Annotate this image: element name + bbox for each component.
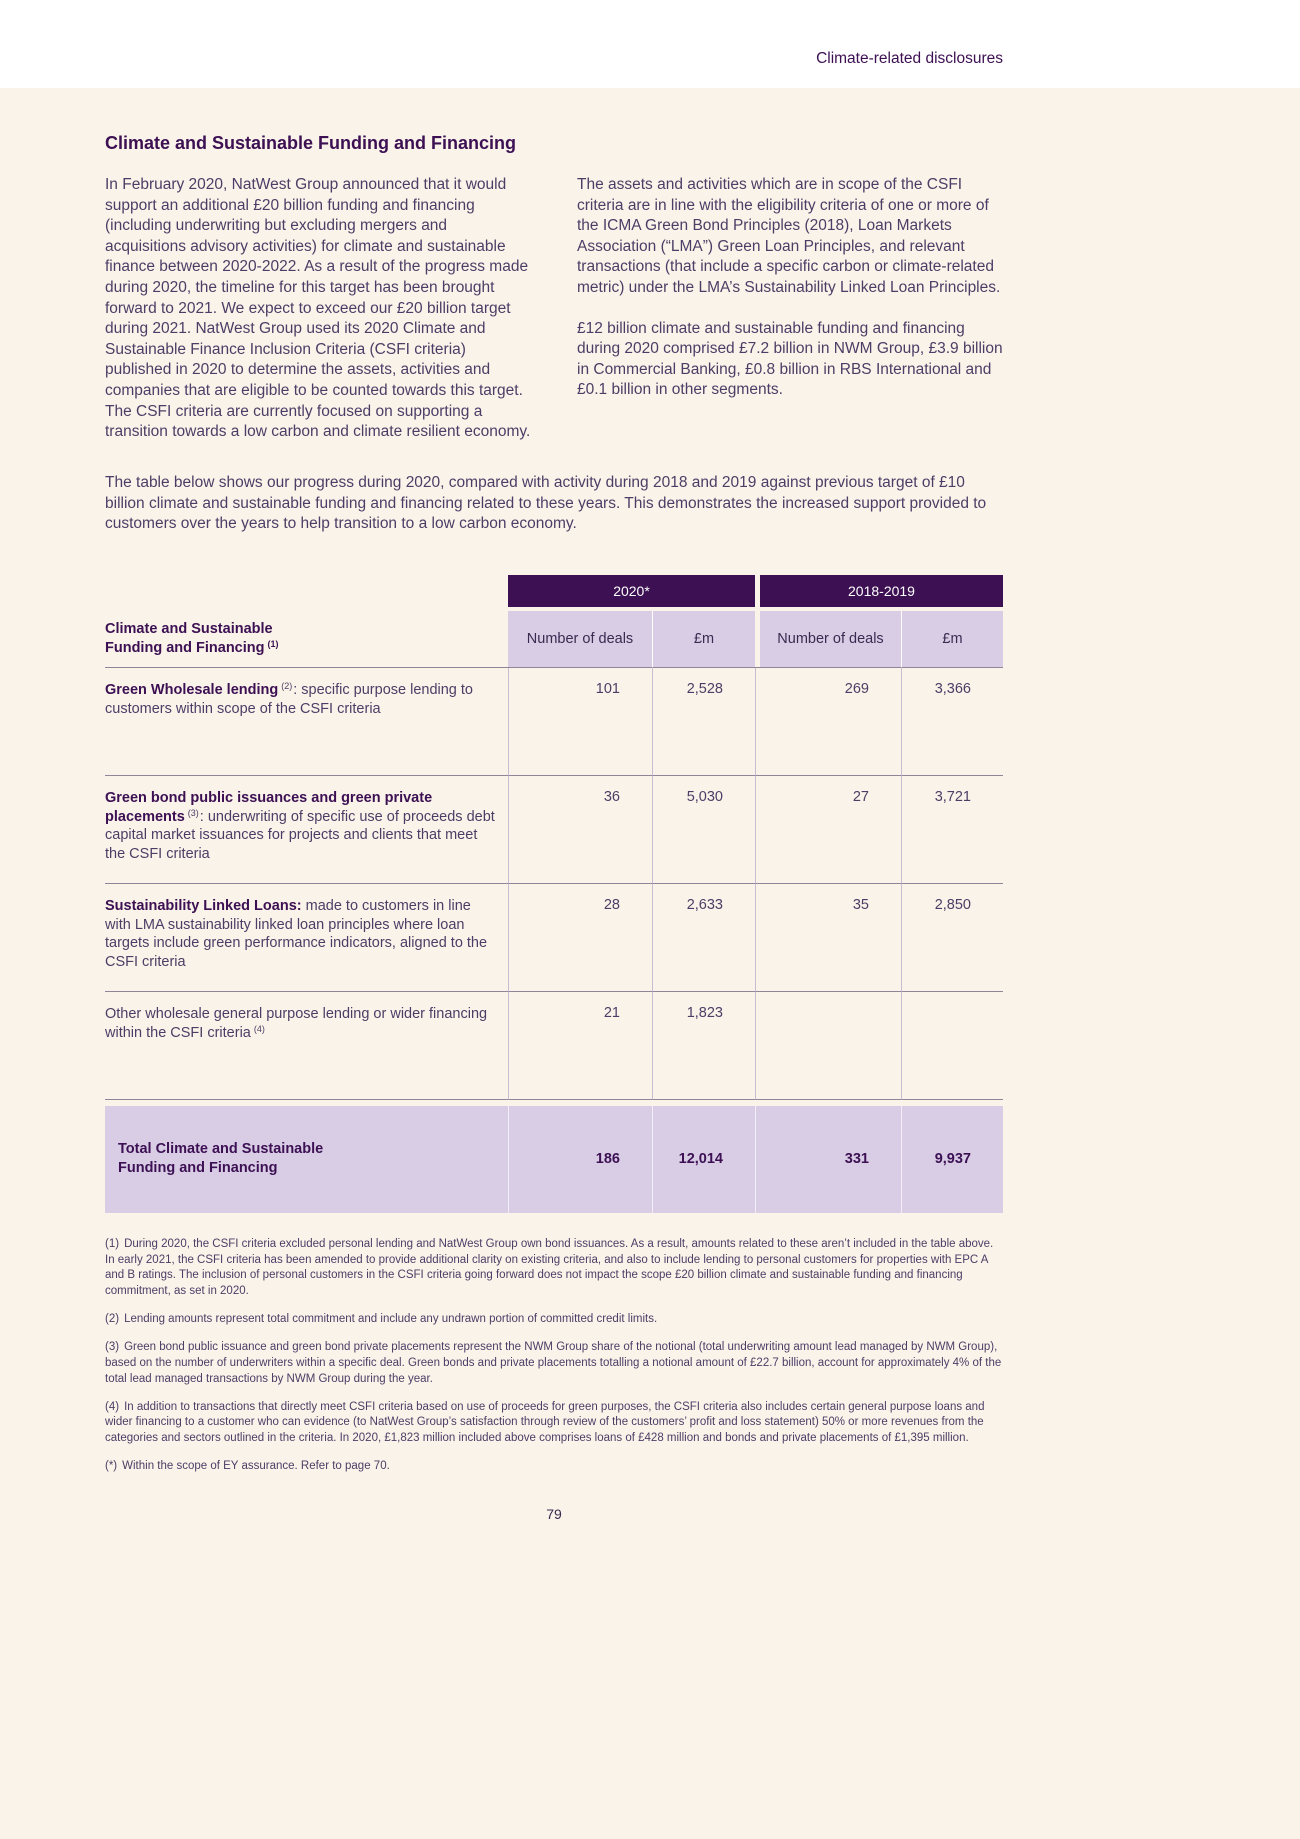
funding-table-grid: [105, 575, 1003, 1213]
footnote-text: During 2020, the CSFI criteria excluded personal lending and NatWest Group own bond issuances. As a result, amounts related to these aren’t included in the table above. In early 2021, the CSFI criteria has been amended to provide additional clarity on existing criteria, and also to include lending to personal customers for properties with EPC A and B ratings. The inclusion of personal customers in the CSFI criteria going forward does not impact the scope £20 billion climate and sustainable funding and financing commitment, as set in 2020.: [105, 1237, 994, 1298]
footnote-marker: (*): [105, 1460, 118, 1473]
cell-deals-2018-2019: [760, 992, 901, 1100]
footnote-assurance: [105, 1459, 1003, 1475]
table-row-group-header: [105, 611, 508, 668]
column-group-2018-2019: 2018-2019: [760, 575, 1003, 607]
cell-gbp-2020: 2,633: [652, 884, 755, 992]
cell-gbp-2018-2019: [901, 992, 1003, 1100]
footnote-1: [105, 1237, 1003, 1300]
intro-paragraph-left: In February 2020, NatWest Group announced that it would support an additional £20 billion funding and financing (including underwriting but excluding mergers and acquisitions advisory activities) for climate and sustainable finance between 2020-2022. As a result of the progress made during 2020, the timeline for this target has been brought forward to 2021. We expect to exceed our £20 billion target during 2021. NatWest Group used its 2020 Climate and Sustainable Finance Inclusion Criteria (CSFI criteria) published in 2020 to determine the assets, activities and companies that are eligible to be counted towards this target. The CSFI criteria are currently focused on supporting a transition towards a low carbon and climate resilient economy.: [105, 176, 531, 441]
total-label-text: Total Climate and Sustainable Funding and Financing: [118, 1140, 324, 1177]
footnote-ref: (2): [281, 680, 293, 691]
col-header-deals-2020: Number of deals: [508, 611, 652, 668]
footnotes: [105, 1237, 1003, 1475]
table-intro-paragraph: The table below shows our progress during 2020, compared with activity during 2018 and 2019 against previous target of £10 billion climate and sustainable funding and financing related to these years. This demonstrates the increased support provided to customers over the years to help transition to a low carbon economy.: [105, 473, 987, 533]
footnote-marker: (4): [105, 1400, 120, 1413]
row-group-header-footnote-ref: (1): [267, 638, 279, 649]
intro-left-column: [105, 175, 531, 443]
footnote-marker: (1): [105, 1237, 120, 1250]
footnote-text: Lending amounts represent total commitment and include any undrawn portion of committed credit limits.: [124, 1313, 658, 1326]
row-label-text: : specific purpose lending to customers within scope of the CSFI criteria: [105, 681, 473, 717]
footnote-2: [105, 1312, 1003, 1328]
page-header: [0, 0, 1300, 88]
intro-columns: [105, 175, 1003, 443]
footnote-text: In addition to transactions that directly meet CSFI criteria based on use of proceeds for green purposes, the CSFI criteria also includes certain general purpose loans and wider financing to a customer who can evidence (to NatWest Group’s satisfaction through review of the customers’ profit and loss statement) 50% or more revenues from the categories and sectors outlined in the criteria. In 2020, £1,823 million included above comprises loans of £428 million and bonds and private placements of £1,395 million.: [105, 1400, 985, 1445]
section-title: Climate-related disclosures: [816, 50, 1003, 67]
cell-deals-2020: 21: [508, 992, 652, 1100]
col-header-gbp-2018-2019: £m: [901, 611, 1003, 668]
row-label-bold: Sustainability Linked Loans:: [105, 897, 302, 914]
intro-paragraph-right-2: £12 billion climate and sustainable funding and financing during 2020 comprised £7.2 billion in NWM Group, £3.9 billion in Commercial Banking, £0.8 billion in RBS International and £0.1 billion in other segments.: [577, 319, 1003, 399]
footnote-3: [105, 1340, 1003, 1388]
total-deals-2018-2019: 331: [760, 1106, 901, 1213]
row-label-bold: Green bond public issuances and green private placements: [105, 789, 433, 825]
row-label-text: made to customers in line with LMA sustainability linked loan principles where loan targets include green performance indicators, aligned to the CSFI criteria: [105, 897, 488, 971]
cell-gbp-2020: 5,030: [652, 776, 755, 884]
page-content: [0, 133, 1300, 1475]
row-group-header-line1: Climate and Sustainable: [105, 620, 273, 637]
row-label-text: Other wholesale general purpose lending or wider financing within the CSFI criteria: [105, 1005, 488, 1041]
table-row-label: [105, 992, 508, 1100]
row-label-bold: Green Wholesale lending: [105, 681, 279, 698]
table-row-label: [105, 668, 508, 776]
footnote-ref-end: (4): [253, 1023, 265, 1034]
footnote-marker: (3): [105, 1341, 120, 1354]
table-row-label: [105, 884, 508, 992]
page-number: 79: [546, 1506, 562, 1522]
cell-deals-2020: 101: [508, 668, 652, 776]
row-label-text: : underwriting of specific use of proceeds debt capital market issuances for projects and clients that meet the CSFI criteria: [105, 808, 495, 863]
col-header-gbp-2020: £m: [652, 611, 755, 668]
footnote-ref: (3): [187, 807, 199, 818]
cell-deals-2020: 36: [508, 776, 652, 884]
table-row-label: [105, 776, 508, 884]
funding-financing-table: [105, 575, 1003, 1213]
total-gbp-2020: 12,014: [652, 1106, 755, 1213]
total-deals-2020: 186: [508, 1106, 652, 1213]
table-corner-cell: [105, 575, 508, 607]
cell-gbp-2018-2019: 2,850: [901, 884, 1003, 992]
row-group-header-line2: Funding and Financing: [105, 639, 265, 656]
cell-deals-2018-2019: 35: [760, 884, 901, 992]
cell-gbp-2020: 1,823: [652, 992, 755, 1100]
cell-deals-2018-2019: 269: [760, 668, 901, 776]
cell-deals-2020: 28: [508, 884, 652, 992]
footnote-4: [105, 1400, 1003, 1448]
footnote-text: Within the scope of EY assurance. Refer to page 70.: [122, 1460, 390, 1473]
footnote-marker: (2): [105, 1313, 120, 1326]
col-header-deals-2018-2019: Number of deals: [760, 611, 901, 668]
cell-gbp-2020: 2,528: [652, 668, 755, 776]
footnote-text: Green bond public issuance and green bond private placements represent the NWM Group share of the notional (total underwriting amount lead managed by NWM Group), based on the number of underwriters within a specific deal. Green bonds and private placements totalling a notional amount of £22.7 billion, account for approximately 4% of the total lead managed transactions by NWM Group during the year.: [105, 1341, 1002, 1385]
intro-paragraph-right-1: The assets and activities which are in scope of the CSFI criteria are in line with the eligibility criteria of one or more of the ICMA Green Bond Principles (2018), Loan Markets Association (“LMA”) Green Loan Principles, and relevant transactions (that include a specific carbon or climate-related metric) under the LMA’s Sustainability Linked Loan Principles.: [577, 176, 1001, 297]
total-row-label: [105, 1106, 508, 1213]
cell-deals-2018-2019: 27: [760, 776, 901, 884]
column-group-2020: 2020*: [508, 575, 755, 607]
page-title: Climate and Sustainable Funding and Financing: [105, 133, 517, 153]
cell-gbp-2018-2019: 3,366: [901, 668, 1003, 776]
total-gbp-2018-2019: 9,937: [901, 1106, 1003, 1213]
intro-right-column: [577, 175, 1003, 443]
cell-gbp-2018-2019: 3,721: [901, 776, 1003, 884]
